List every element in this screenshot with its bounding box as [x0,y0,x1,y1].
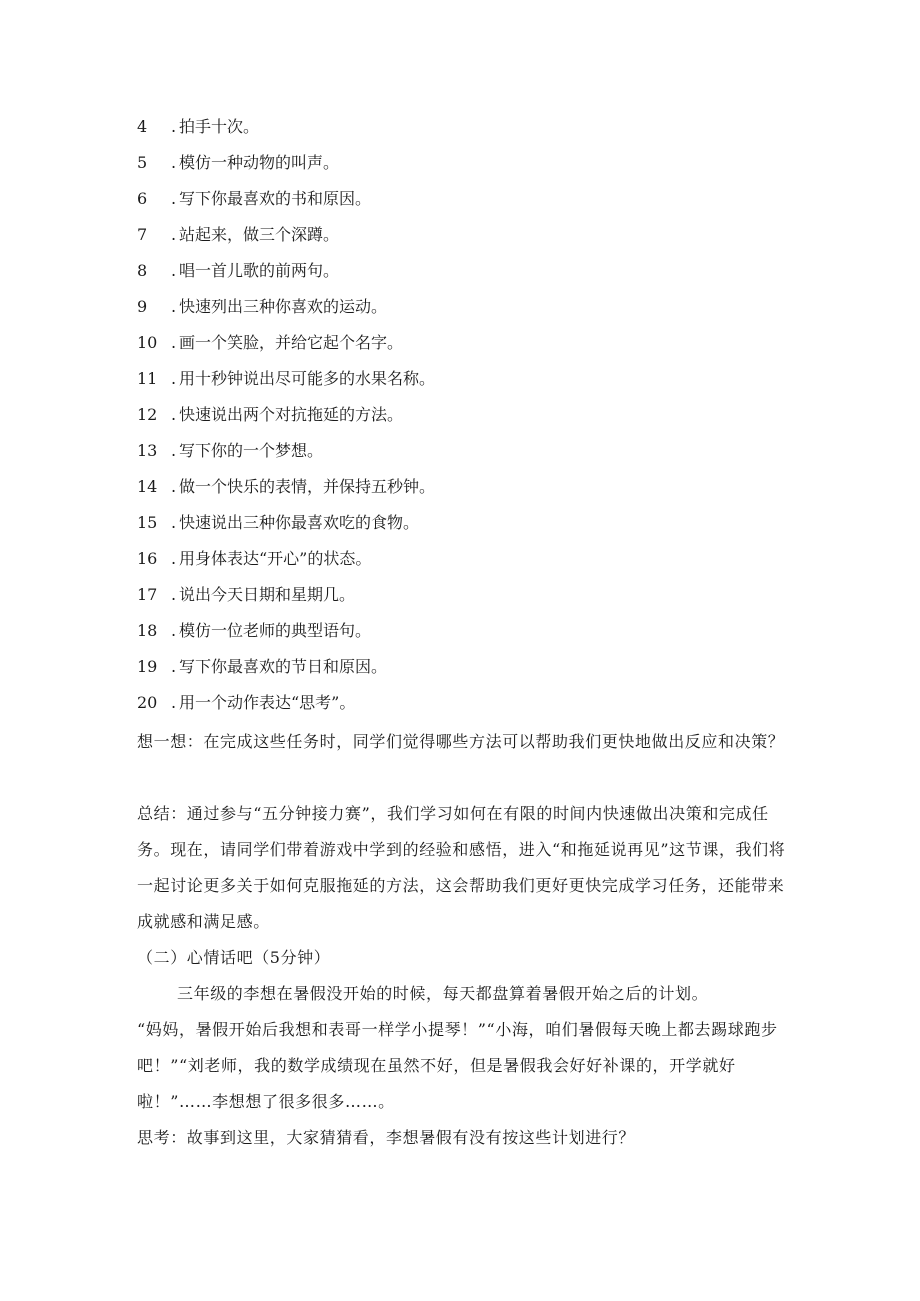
summary-paragraph: 总结：通过参与“五分钟接力赛”，我们学习如何在有限的时间内快速做出决策和完成任务。现在，请同学们带着游戏中学到的经验和感悟，进入“和拖延说再见”这节课，我们将一起讨论更多关于如何克服拖延的方法，这会帮助我们更好更快完成学习任务，还能带来成就感和满足感。 [137,804,786,931]
list-item: 5 . 模仿一种动物的叫声。 [137,148,797,184]
section-heading: （二）心情话吧（5分钟） [137,948,331,967]
list-item: 11 . 用十秒钟说出尽可能多的水果名称。 [137,364,797,400]
item-number: 9 [137,297,148,316]
list-item: 12 . 快速说出两个对抗拖延的方法。 [137,400,797,436]
item-text: 用一个动作表达“思考”。 [179,693,356,712]
item-text: 模仿一种动物的叫声。 [179,153,340,172]
item-text: 写下你的一个梦想。 [179,441,324,460]
list-item: 13 . 写下你的一个梦想。 [137,436,797,472]
item-text: 拍手十次。 [179,117,260,136]
item-text: 用身体表达“开心”的状态。 [179,549,372,568]
item-number: 11 [137,369,158,388]
item-text: 用十秒钟说出尽可能多的水果名称。 [179,369,436,388]
list-item: 6 . 写下你最喜欢的书和原因。 [137,184,797,220]
item-text: 快速列出三种你喜欢的运动。 [179,297,388,316]
item-number: 17 [137,585,158,604]
list-item: 10 . 画一个笑脸，并给它起个名字。 [137,328,797,364]
item-number: 13 [137,441,158,460]
item-number: 5 [137,153,148,172]
item-text: 写下你最喜欢的节日和原因。 [179,657,388,676]
list-item: 9 . 快速列出三种你喜欢的运动。 [137,292,797,328]
story-paragraph: 三年级的李想在暑假没开始的时候，每天都盘算着暑假开始之后的计划。 [177,984,709,1003]
list-item: 4 . 拍手十次。 [137,112,797,148]
item-number: 20 [137,693,158,712]
item-text: 站起来，做三个深蹲。 [179,225,340,244]
item-number: 6 [137,189,148,208]
task-list [137,112,797,724]
item-number: 4 [137,117,148,136]
list-item: 15 . 快速说出三种你最喜欢吃的食物。 [137,508,797,544]
item-text: 快速说出两个对抗拖延的方法。 [179,405,404,424]
list-item: 19 . 写下你最喜欢的节日和原因。 [137,652,797,688]
list-item: 7 . 站起来，做三个深蹲。 [137,220,797,256]
list-item: 14 . 做一个快乐的表情，并保持五秒钟。 [137,472,797,508]
item-number: 12 [137,405,158,424]
item-text: 做一个快乐的表情，并保持五秒钟。 [179,477,436,496]
item-text: 写下你最喜欢的书和原因。 [179,189,372,208]
item-text: 画一个笑脸，并给它起个名字。 [179,333,404,352]
item-text: 唱一首儿歌的前两句。 [179,261,340,280]
list-item: 18 . 模仿一位老师的典型语句。 [137,616,797,652]
think-paragraph: 想一想：在完成这些任务时，同学们觉得哪些方法可以帮助我们更快地做出反应和决策？ [137,732,785,751]
item-number: 19 [137,657,158,676]
item-number: 15 [137,513,158,532]
item-text: 快速说出三种你最喜欢吃的食物。 [179,513,420,532]
list-item: 8 . 唱一首儿歌的前两句。 [137,256,797,292]
list-item: 20 . 用一个动作表达“思考”。 [137,688,797,724]
item-number: 14 [137,477,158,496]
reflect-paragraph: 思考：故事到这里，大家猜猜看，李想暑假有没有按这些计划进行？ [137,1128,636,1147]
item-number: 10 [137,333,158,352]
item-text: 说出今天日期和星期几。 [179,585,356,604]
item-number: 7 [137,225,148,244]
item-text: 模仿一位老师的典型语句。 [179,621,372,640]
list-item: 17 . 说出今天日期和星期几。 [137,580,797,616]
item-number: 8 [137,261,148,280]
item-number: 18 [137,621,158,640]
list-item: 16 . 用身体表达“开心”的状态。 [137,544,797,580]
item-number: 16 [137,549,158,568]
quote-paragraph: “妈妈，暑假开始后我想和表哥一样学小提琴！”“小海，咱们暑假每天晚上都去踢球跑步吧！”“刘老师，我的数学成绩现在虽然不好，但是暑假我会好好补课的，开学就好啦！”……李想想了很多很多……。 [137,1020,778,1111]
